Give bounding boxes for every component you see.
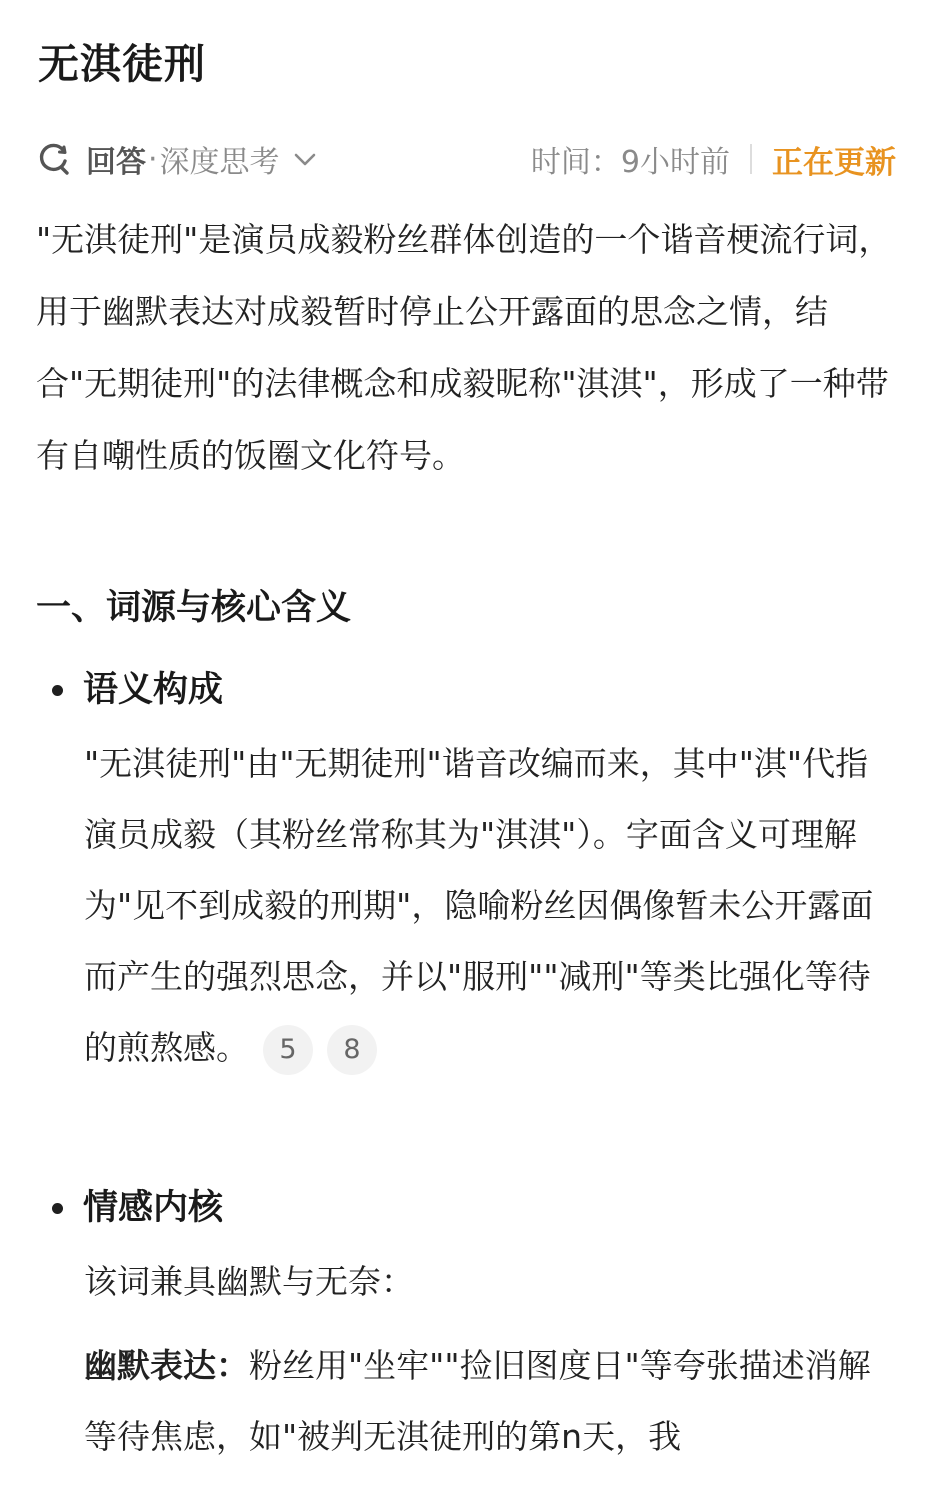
answer-label: 回答 — [86, 145, 146, 180]
bullet-dot — [52, 1203, 63, 1214]
intro-paragraph: "无淇徒刑"是演员成毅粉丝群体创造的一个谐音梗流行词，用于幽默表达对成毅暂时停止公开露面的思念之情，结合"无期徒刑"的法律概念和成毅昵称"淇淇"，形成了一种带有自嘲性质的饭圈文化符号。 — [36, 220, 892, 475]
bullet-dot — [52, 685, 63, 696]
citation-badge[interactable]: 5 — [263, 1025, 313, 1075]
page-title: 无淇徒刑 — [38, 40, 206, 88]
section-heading-etymology: 一、词源与核心含义 — [36, 588, 352, 628]
sub-lead-label: 幽默表达： — [84, 1346, 249, 1385]
chevron-down-icon[interactable] — [292, 146, 318, 172]
bullet-body-text: "无淇徒刑"由"无期徒刑"谐音改编而来，其中"淇"代指演员成毅（其粉丝常称其为"淇淇"）。字面含义可理解为"见不到成毅的刑期"，隐喻粉丝因偶像暂未公开露面而产生的强烈思念，并以"服刑""减刑"等类比强化等待的煎熬感。 — [84, 744, 874, 1067]
answer-meta-row — [36, 134, 896, 184]
bullet-emotional-core — [52, 1180, 223, 1236]
bullet-body-emotional: 该词兼具幽默与无奈： — [84, 1262, 414, 1301]
meta-dot-separator: · — [148, 141, 158, 177]
bullet-body-semantic — [84, 728, 894, 1083]
bullet-sub-humor — [84, 1330, 894, 1472]
answer-time: 时间：9小时前 — [530, 145, 730, 180]
citation-badge[interactable]: 8 — [327, 1025, 377, 1075]
sub-body-text: 粉丝用"坐牢""捡旧图度日"等夸张描述消解等待焦虑，如"被判无淇徒刑的第n天，我 — [84, 1346, 871, 1456]
updating-status: 正在更新 — [772, 144, 896, 181]
bullet-title: 语义构成 — [83, 670, 224, 710]
bullet-semantic-composition — [52, 662, 223, 718]
bullet-title: 情感内核 — [83, 1188, 224, 1228]
meta-divider — [750, 144, 752, 174]
refresh-answer-icon — [36, 141, 72, 177]
deep-thinking-toggle[interactable]: 深度思考 — [159, 145, 280, 180]
